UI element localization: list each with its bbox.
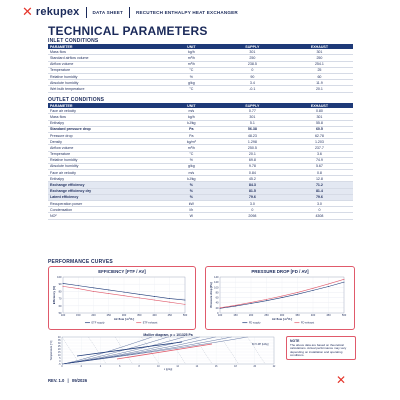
table-cell: Mass flow [48,49,164,55]
note-box [286,336,356,360]
table-cell: 0.80 [286,108,353,114]
table-cell: Airflow volume [48,61,164,67]
y-tick-label: 0 [217,312,219,315]
x-tick-label: 250 [264,314,269,318]
table-cell: 0.84 [219,170,286,176]
x-axis-label: Air flow [ m³/h ] [113,316,135,321]
column-header: PARAMETER [48,103,164,108]
data-point [169,302,170,303]
y-tick-label: 20 [57,348,61,351]
x-tick-label: 4 [99,366,102,368]
x-tick-label: 400 [152,314,157,318]
x-tick-label: 500 [182,314,188,318]
pressure-chart [205,266,355,330]
table-cell: 0 [219,207,286,213]
x-mark-icon: ✕ [336,373,347,387]
data-point [297,292,298,293]
y-tick-label: 50 [58,312,62,315]
table-cell: 11.9 [286,80,353,86]
chart-title: EFFICIENCY [FTF / AV] [98,269,146,274]
table-cell: Standard pressure drop [48,126,164,132]
table-cell: Temperature [48,67,164,73]
data-point [169,298,170,299]
table-cell: kJ/kg [164,176,219,182]
table-cell: 238.5 [219,61,286,67]
table-cell: 3.0 [286,201,353,207]
y-tick-label: 140 [214,276,219,279]
table-cell: 5.1 [219,120,286,126]
x-tick-label: 20 [253,366,257,368]
table-cell: 4308 [286,213,353,219]
table-cell: 79.6 [219,194,286,200]
column-header: PARAMETER [48,44,164,49]
x-tick-label: 16 [214,366,218,368]
rh-curve [62,337,200,364]
x-tick-label: 200 [91,314,96,318]
table-cell: Face air velocity [48,170,164,176]
y-tick-label: 35 [57,339,61,342]
page-title: TECHNICAL PARAMETERS [48,24,208,38]
data-point [344,279,345,280]
x-tick-label: 6 [119,366,121,368]
data-point [139,297,140,298]
table-cell: kg/h [164,49,219,55]
y-tick-label: 80 [58,290,62,294]
table-cell: 79.6 [286,194,353,200]
column-header: UNIT [164,103,219,108]
y-tick-label: 5 [59,357,61,360]
table-cell: % [164,182,219,188]
table-cell: 5.67 [286,163,353,169]
table-cell: 3.6 [286,151,353,157]
table-cell: 0.8 [286,170,353,176]
x-tick-label: 350 [137,314,142,318]
note-text: The above data are based on theoretical calculations. Actual performance may vary depending on installation and operating conditions. [290,343,347,358]
table-cell: 81.5 [219,188,286,194]
column-header: SUPPLY [219,103,286,108]
outlet-table [48,103,353,220]
data-point [185,300,186,301]
y-tick-label: 20 [215,306,219,310]
data-point [124,295,125,296]
enthalpy-line [221,337,239,364]
enthalpy-line [62,337,80,364]
enthalpy-line [195,337,213,364]
table-cell: Exchange efficiency dry [48,188,164,194]
x-tick-label: 500 [341,314,347,318]
revision-date: 09/2026 [71,378,88,383]
data-point [78,288,79,289]
table-cell: 9.78 [219,163,286,169]
table-cell: Condensation [48,207,164,213]
data-point [328,283,329,284]
x-tick-label: 0 [61,366,63,368]
efficiency-plot [49,267,195,329]
x-mark-icon: ✕ [22,4,33,20]
y-tick-label: 15 [57,351,61,354]
y-tick-label: 100 [214,286,219,290]
y-tick-label: 40 [57,336,61,339]
table-cell: 301 [286,114,353,120]
data-point [63,283,64,284]
rh-curve [62,337,152,364]
data-point [78,285,79,286]
column-header: SUPPLY [219,44,286,49]
header-product: RECUTECH ENTHALPY HEAT EXCHANGER [136,9,238,15]
table-cell: 1.203 [286,139,353,145]
table-cell: 3.0 [219,201,286,207]
inlet-table [48,44,353,93]
data-point [251,302,252,303]
y-axis-label: Efficiency [%] [52,285,56,305]
table-cell: 84.3 [219,182,286,188]
table-cell: NO² [48,213,164,219]
legend-label: FD exhaust [300,321,315,325]
data-point [282,297,283,298]
table-cell: 2098 [219,213,286,219]
header-divider [86,7,87,18]
data-point [235,306,236,307]
process-line-exhaust [117,344,212,359]
x-tick-label: 250 [106,314,111,318]
x-tick-label: 12 [176,366,179,368]
data-point [108,293,109,294]
outlet-heading: OUTLET CONDITIONS [48,97,105,103]
table-cell: 60.5 [286,126,353,132]
table-cell: Pa [164,132,219,138]
column-header: UNIT [164,44,219,49]
table-cell: m³/h [164,55,219,61]
x-tick-label: 2 [80,366,82,368]
data-point [297,294,298,295]
table-cell: 56.38 [219,126,286,132]
data-point [124,292,125,293]
table-cell: 1.298 [219,139,286,145]
legend-label: ETF exhaust [142,321,158,325]
data-point [313,290,314,291]
data-point [185,304,186,305]
enthalpy-line [248,337,266,364]
table-cell: Absolute humidity [48,163,164,169]
table-cell: Recuperation power [48,201,164,207]
revision-label: REV. 1.0 [48,378,65,383]
x-axis-label: Air flow [ m³/h ] [271,316,293,321]
chart-title: PRESSURE DROP [FD / AV] [251,269,309,274]
data-point [108,290,109,291]
table-cell: m/s [164,108,219,114]
y-tick-label: 30 [57,342,61,345]
table-cell: 90 [219,73,286,79]
table-cell: -0.1 [219,86,286,92]
table-cell: m/s [164,170,219,176]
x-tick-label: 150 [233,314,238,318]
table-cell: 0 [219,67,286,73]
data-point [139,294,140,295]
table-cell: °C [164,67,219,73]
table-cell: 0.77 [219,108,286,114]
y-tick-label: 25 [57,345,61,348]
table-cell: 301 [219,114,286,120]
data-point [266,299,267,300]
data-point [251,303,252,304]
table-cell: % [164,157,219,163]
mollier-title: Mollier diagram, p = 101325 Pa [143,333,193,338]
table-cell: 81.4 [286,188,353,194]
table-cell: g/kg [164,163,219,169]
y-tick-label: -5 [58,363,61,366]
table-cell: 254.1 [286,61,353,67]
table-cell: Pa [164,126,219,132]
y-tick-label: 0 [59,360,61,363]
table-cell: Pressure drop [48,132,164,138]
table-cell: 250 [219,55,286,61]
table-cell: kg/m³ [164,139,219,145]
y-tick-label: 70 [58,297,62,301]
table-cell: Density [48,139,164,145]
y-tick-label: 90 [58,283,62,287]
table-cell: 250.5 [219,145,286,151]
table-cell: Mass flow [48,114,164,120]
legend-label: FD supply [248,321,261,325]
data-point [63,286,64,287]
table-cell: 0 [286,207,353,213]
table-cell: 69.8 [219,157,286,163]
table-cell: g/kg [164,80,219,86]
data-point [93,291,94,292]
table-cell: 12.8 [286,176,353,182]
x-tick-label: 14 [195,366,199,368]
x-tick-label: 100 [217,314,223,318]
data-point [313,288,314,289]
data-point [154,300,155,301]
table-cell: 3.4 [219,80,286,86]
x-axis-label: x [g/kg] [163,368,173,371]
pressure-plot [206,267,354,329]
table-cell: 237.7 [286,145,353,151]
page-header [22,3,390,21]
x-tick-label: 18 [234,366,237,368]
data-point [154,296,155,297]
page-footer: REV. 1.0 | 09/2026 [48,378,88,383]
x-tick-label: 8 [138,366,140,368]
note-heading: NOTE [290,339,300,343]
x-tick-label: 450 [167,314,172,318]
table-cell: Wet bulb temperature [48,86,164,92]
table-cell: Standard airflow volume [48,55,164,61]
y-tick-label: 100 [57,276,62,279]
x-tick-label: 200 [248,314,254,318]
table-cell: Relative humidity [48,73,164,79]
y-tick-label: 80 [215,291,219,295]
y-tick-label: 60 [58,304,62,308]
table-cell: m³/h [164,61,219,67]
data-point [235,305,236,306]
table-cell: Relative humidity [48,157,164,163]
table-cell: W [164,213,219,219]
header-section: DATA SHEET [92,9,123,15]
data-point [220,307,221,308]
mollier-diagram [48,333,280,371]
table-cell: Enthalpy [48,176,164,182]
table-cell: 55.8 [286,120,353,126]
table-cell: Airflow volume [48,145,164,151]
mollier-plot [48,333,280,371]
table-cell: 301 [219,49,286,55]
table-cell: Latent efficiency [48,194,164,200]
data-point [282,296,283,297]
y-axis-label: Pressure drop [Pa] [209,282,213,308]
y-tick-label: 120 [214,281,219,285]
table-cell: °C [164,86,219,92]
table-cell: 62.78 [286,132,353,138]
x-tick-label: 450 [326,314,331,318]
inlet-heading: INLET CONDITIONS [48,38,99,44]
x-tick-label: 300 [121,314,127,318]
data-point [344,282,345,283]
x-tick-label: 22 [272,366,276,368]
table-row [48,86,353,92]
table-cell: 20.1 [219,151,286,157]
rh-curve [62,337,168,364]
legend-label: ETF supply [91,321,105,325]
x-tick-label: 10 [157,366,160,368]
x-tick-label: 350 [295,314,300,318]
data-point [266,300,267,301]
data-point [93,287,94,288]
header-divider [129,7,130,18]
x-tick-label: 100 [60,314,66,318]
performance-heading: PERFORMANCE CURVES [48,259,113,265]
table-cell: 301 [286,49,353,55]
table-cell: 25 [286,67,353,73]
table-cell: Temperature [48,151,164,157]
table-cell: 71.2 [286,182,353,188]
table-cell: 20.1 [286,86,353,92]
table-cell: % [164,73,219,79]
table-row [48,213,353,219]
x-tick-label: 150 [76,314,81,318]
rh-label: 80 % RH [kJ/kg] [252,344,269,346]
table-cell: Exchange efficiency [48,182,164,188]
table-cell: % [164,188,219,194]
column-header: EXHAUST [286,44,353,49]
efficiency-chart [48,266,196,330]
x-tick-label: 300 [279,314,285,318]
table-cell: 48.23 [219,132,286,138]
y-tick-label: 40 [215,301,219,305]
table-cell: Absolute humidity [48,80,164,86]
table-cell: kW [164,201,219,207]
table-cell: Enthalpy [48,120,164,126]
brand-logo: rekupex [35,6,80,18]
data-point [328,286,329,287]
y-tick-label: 10 [57,354,61,357]
table-cell: kJ/kg [164,120,219,126]
rh-curve [62,337,184,364]
column-header: EXHAUST [286,103,353,108]
table-cell: kg/h [164,114,219,120]
table-cell: °C [164,151,219,157]
table-cell: l/h [164,207,219,213]
table-cell: 60 [286,73,353,79]
table-cell: 250 [286,55,353,61]
table-cell: 45.2 [219,176,286,182]
table-cell: % [164,194,219,200]
table-cell: 74.9 [286,157,353,163]
table-cell: Face air velocity [48,108,164,114]
x-tick-label: 400 [310,314,316,318]
y-axis-label: Temperature [°C] [50,340,53,361]
table-cell: m³/h [164,145,219,151]
y-tick-label: 60 [215,296,219,300]
